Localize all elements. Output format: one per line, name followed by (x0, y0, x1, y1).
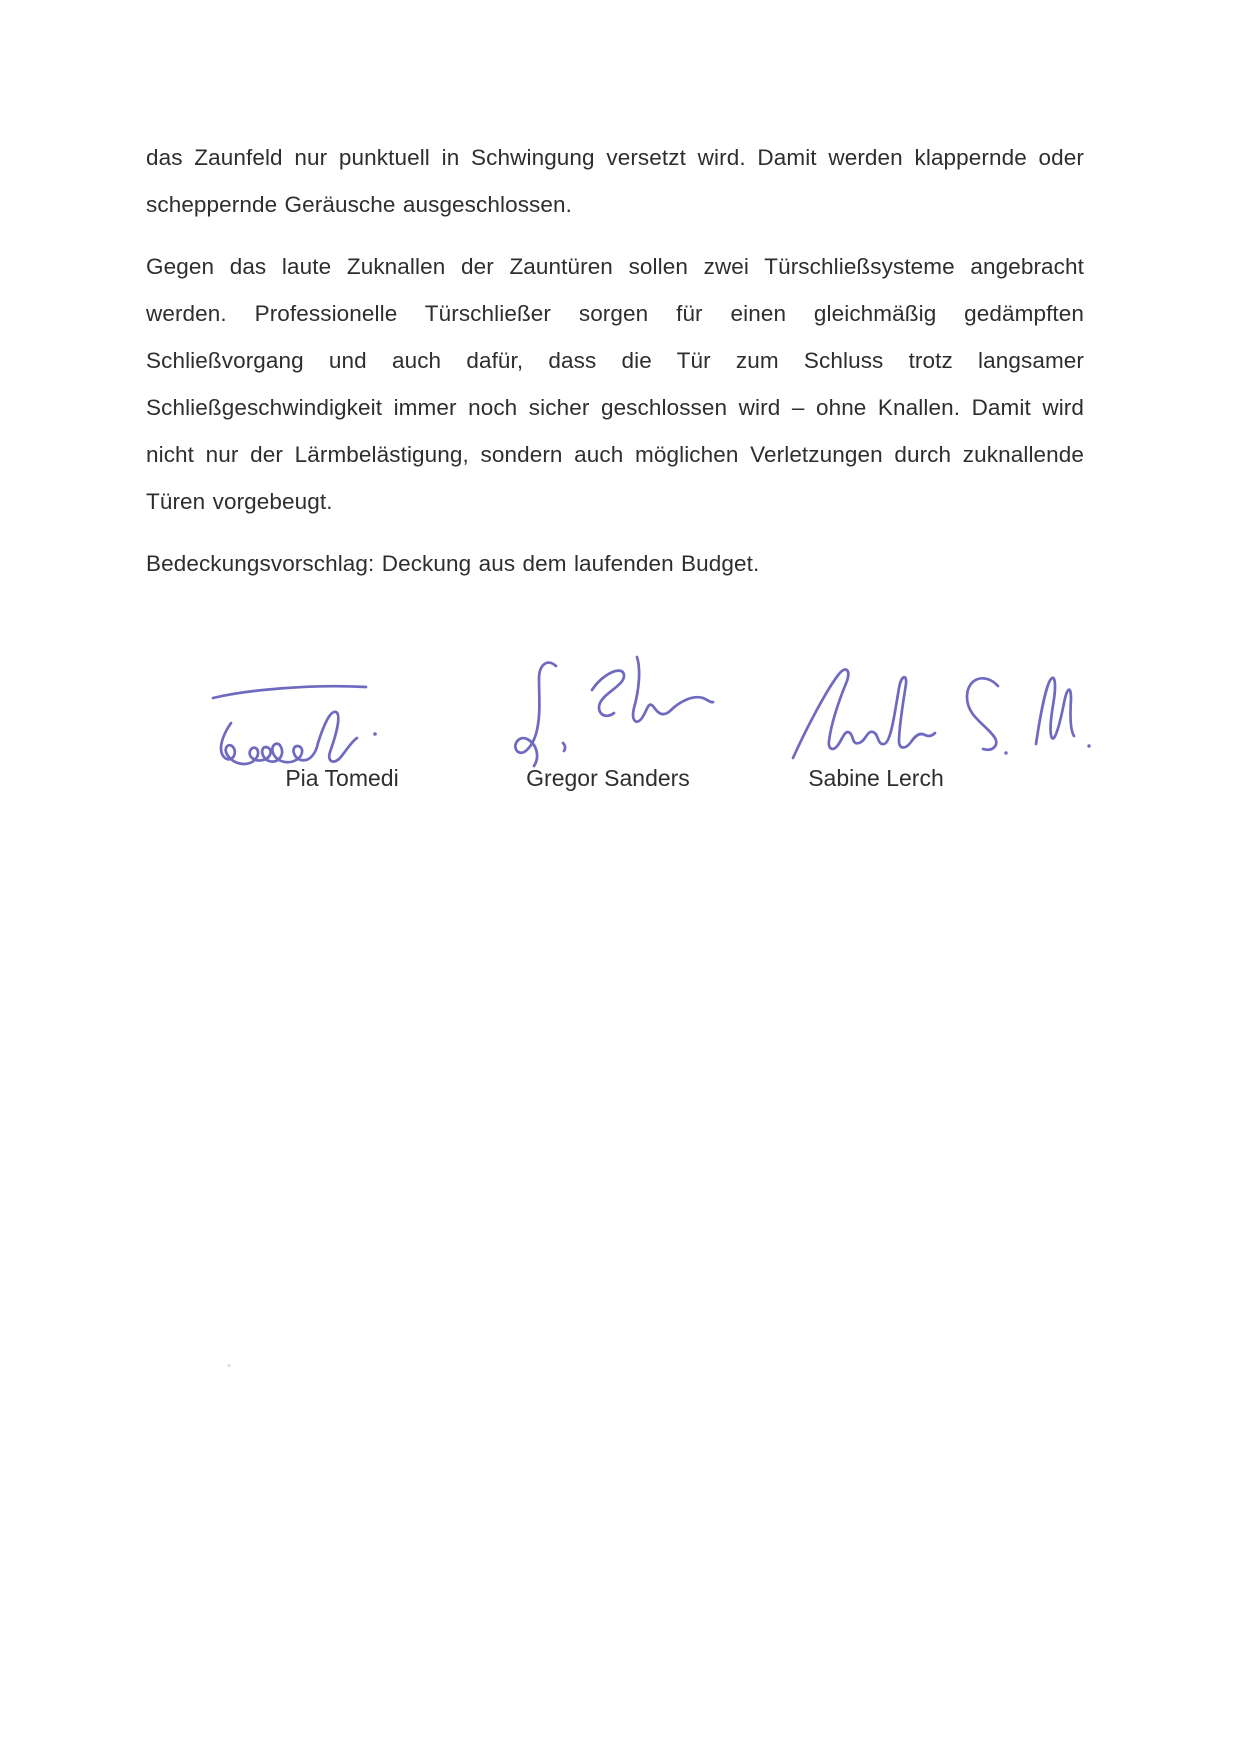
scan-artifact-speck (227, 1364, 231, 1367)
signatory-name-pia-tomedi: Pia Tomedi (285, 765, 399, 791)
paragraph-tuerschliesssysteme: Gegen das laute Zuknallen der Zauntüren sollen zwei Türschließsysteme angebracht werden. Professionelle Türschließer sorgen für einen gleichmäßig gedämpften Schließvorgang und auch dafür, dass die Tür zum Schluss trotz langsamer Schließgeschwindigkeit immer noch sicher geschlossen wird – ohne Knallen. Damit wird nicht nur der Lärmbelästigung, sondern auch möglichen Verletzungen durch zuknallende Türen vorgebeugt. (146, 254, 1084, 514)
signature-gregor-sanders-icon (506, 646, 721, 771)
paragraph-zaunfeld: das Zaunfeld nur punktuell in Schwingung versetzt wird. Damit werden klappernde oder scheppernde Geräusche ausgeschlossen. (146, 145, 1084, 217)
paragraph-bedeckungsvorschlag: Bedeckungsvorschlag: Deckung aus dem laufenden Budget. (146, 551, 760, 576)
signature-pia-tomedi-icon (206, 681, 456, 776)
signature-sabine-lerch-icon (786, 651, 1096, 769)
signatory-name-gregor-sanders: Gregor Sanders (526, 765, 690, 791)
signatory-name-sabine-lerch: Sabine Lerch (808, 765, 944, 791)
document-body-text (146, 134, 1084, 602)
